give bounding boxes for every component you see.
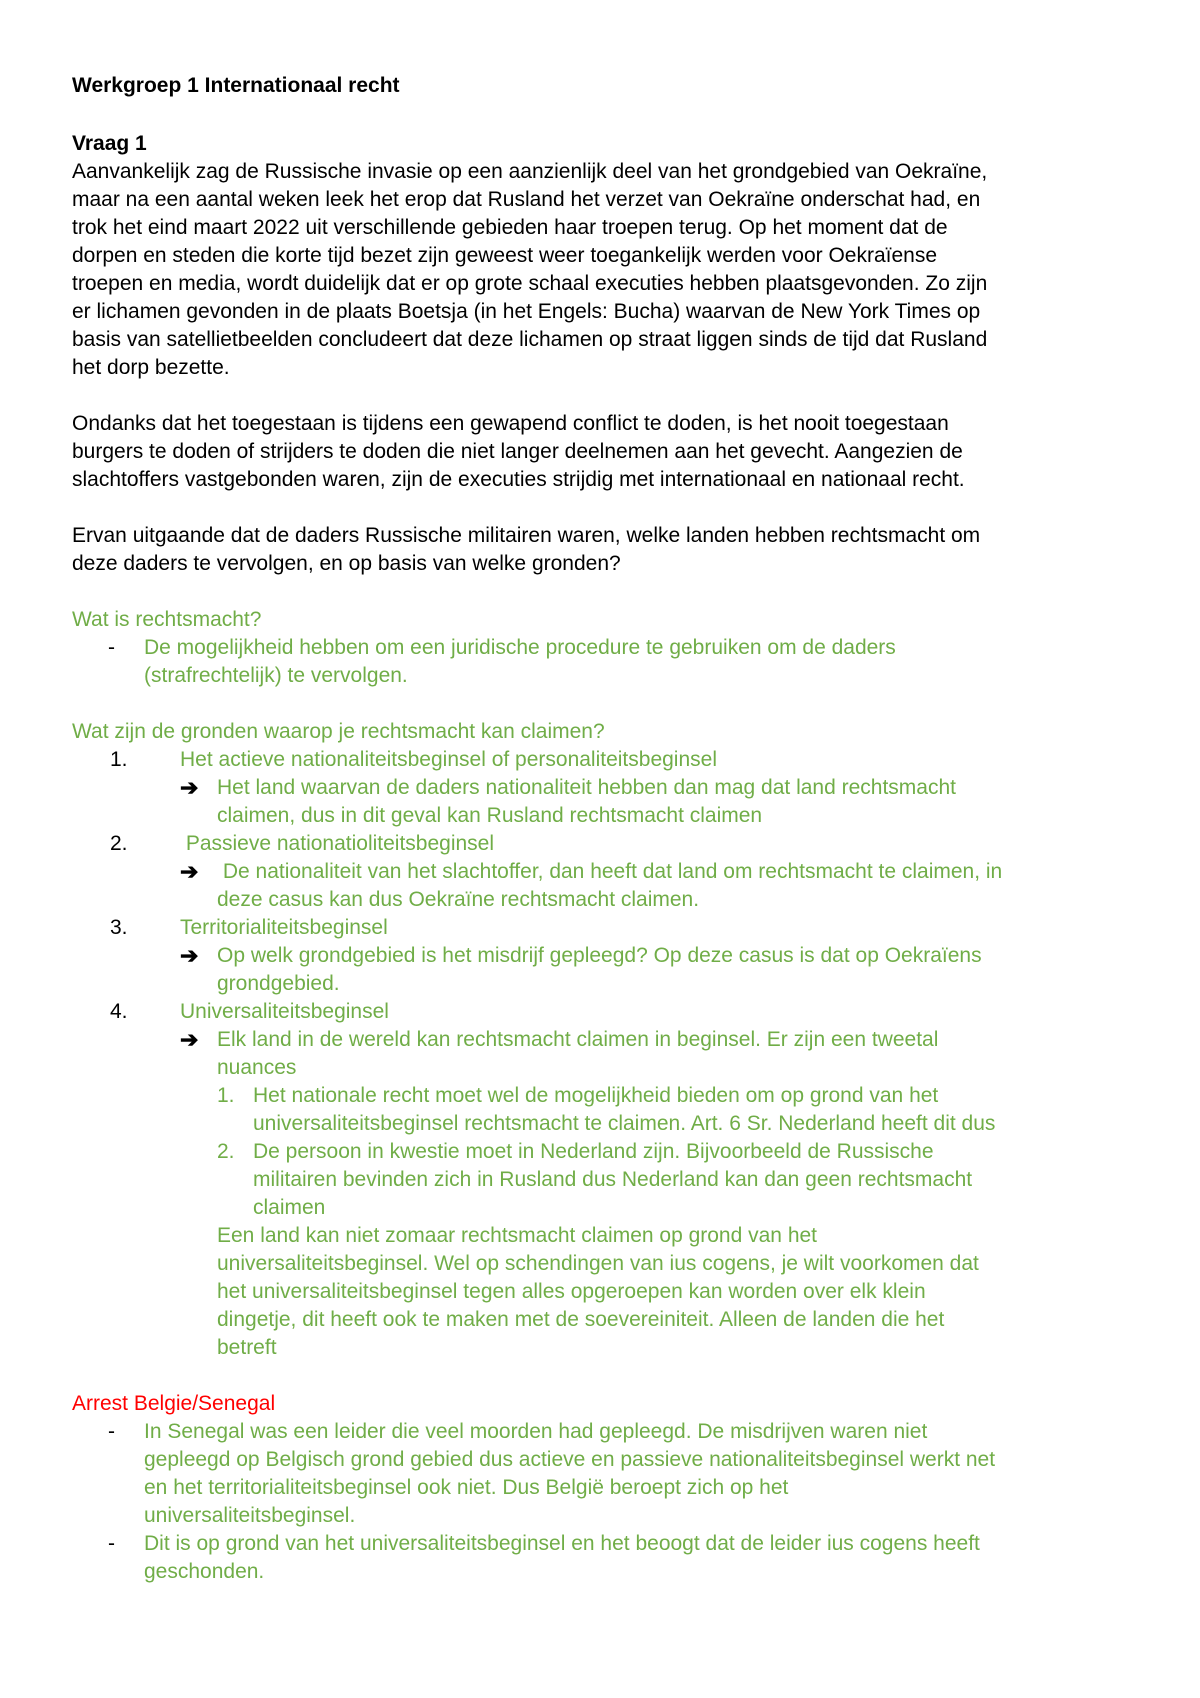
ground-name: Het actieve nationaliteitsbeginsel of personaliteitsbeginsel: [180, 748, 717, 771]
ground-detail: nuances: [217, 1056, 297, 1079]
nuance-line: Het nationale recht moet wel de mogelijkheid bieden om op grond van het: [253, 1084, 939, 1107]
case-line: en het territorialiteitsbeginsel ook niet. Dus België beroept zich op het: [144, 1476, 789, 1499]
answer-line: De mogelijkheid hebben om een juridische procedure te gebruiken om de daders: [144, 636, 896, 659]
list-number: 1.: [110, 748, 128, 771]
nuance-line: militairen bevinden zich in Rusland dus Nederland kan dan geen rechtsmacht: [253, 1168, 973, 1191]
arrow-icon: ➔: [180, 943, 199, 968]
answer-line: (strafrechtelijk) te vervolgen.: [144, 664, 408, 687]
text-line: maar na een aantal weken leek het erop dat Rusland het verzet van Oekraïne onderschat had, en: [72, 188, 981, 211]
text-line: Ondanks dat het toegestaan is tijdens een gewapend conflict te doden, is het nooit toegestaan: [72, 412, 949, 435]
subquestion-rechtsmacht: Wat is rechtsmacht?: [72, 608, 262, 631]
ground-detail: De nationaliteit van het slachtoffer, dan heeft dat land om rechtsmacht te claimen, in: [217, 860, 1003, 883]
document-title: Werkgroep 1 Internationaal recht: [72, 74, 400, 97]
text-line: dorpen en steden die korte tijd bezet zijn geweest weer toegankelijk werden voor Oekraïense: [72, 244, 938, 267]
ground-detail: Op welk grondgebied is het misdrijf gepleegd? Op deze casus is dat op Oekraïens: [217, 944, 982, 967]
note-line: dingetje, dit heeft ook te maken met de soevereiniteit. Alleen de landen die het: [217, 1308, 945, 1331]
ground-detail: grondgebied.: [217, 972, 340, 995]
nuance-line: claimen: [253, 1196, 326, 1219]
dash-bullet: -: [108, 1532, 115, 1555]
subquestion-gronden: Wat zijn de gronden waarop je rechtsmacht kan claimen?: [72, 720, 605, 743]
case-line: geschonden.: [144, 1560, 265, 1583]
note-line: universaliteitsbeginsel. Wel op schendingen van ius cogens, je wilt voorkomen dat: [217, 1252, 979, 1275]
ground-detail: claimen, dus in dit geval kan Rusland rechtsmacht claimen: [217, 804, 763, 827]
text-line: trok het eind maart 2022 uit verschillende gebieden haar troepen terug. Op het moment dat de: [72, 216, 948, 239]
case-line: Dit is op grond van het universaliteitsbeginsel en het beoogt dat de leider ius cogens heeft: [144, 1532, 980, 1555]
nuance-number: 2.: [217, 1140, 235, 1163]
arrow-icon: ➔: [180, 859, 199, 884]
list-number: 2.: [110, 832, 128, 855]
text-line: troepen en media, wordt duidelijk dat er op grote schaal executies hebben plaatsgevonden. Zo zijn: [72, 272, 988, 295]
ground-detail: deze casus kan dus Oekraïne rechtsmacht claimen.: [217, 888, 700, 911]
ground-detail: Het land waarvan de daders nationaliteit hebben dan mag dat land rechtsmacht: [217, 776, 956, 799]
text-line: burgers te doden of strijders te doden die niet langer deelnemen aan het gevecht. Aangezien de: [72, 440, 963, 463]
text-line: er lichamen gevonden in de plaats Boetsja (in het Engels: Bucha) waarvan de New York Times op: [72, 300, 981, 323]
nuance-line: De persoon in kwestie moet in Nederland zijn. Bijvoorbeeld de Russische: [253, 1140, 934, 1163]
ground-name: Universaliteitsbeginsel: [180, 1000, 389, 1023]
text-line: slachtoffers vastgebonden waren, zijn de executies strijdig met internationaal en nationaal recht.: [72, 468, 965, 491]
dash-bullet: -: [108, 1420, 115, 1443]
ground-name: Territorialiteitsbeginsel: [180, 916, 388, 939]
nuance-line: universaliteitsbeginsel rechtsmacht te claimen. Art. 6 Sr. Nederland heeft dit dus: [253, 1112, 996, 1135]
case-line: In Senegal was een leider die veel moorden had gepleegd. De misdrijven waren niet: [144, 1420, 928, 1443]
text-line: basis van satellietbeelden concludeert dat deze lichamen op straat liggen sinds de tijd dat Rusland: [72, 328, 988, 351]
arrow-icon: ➔: [180, 775, 199, 800]
note-line: het universaliteitsbeginsel tegen alles opgeroepen kan worden over elk klein: [217, 1280, 926, 1303]
ground-name: Passieve nationatioliteitsbeginsel: [180, 832, 495, 855]
note-line: betreft: [217, 1336, 277, 1359]
dash-bullet: -: [108, 636, 115, 659]
case-line: gepleegd op Belgisch grond gebied dus actieve en passieve nationaliteitsbeginsel werkt net: [144, 1448, 996, 1471]
case-line: universaliteitsbeginsel.: [144, 1504, 356, 1527]
note-line: Een land kan niet zomaar rechtsmacht claimen op grond van het: [217, 1224, 818, 1247]
question-heading: Vraag 1: [72, 132, 147, 155]
nuance-number: 1.: [217, 1084, 235, 1107]
text-line: Aanvankelijk zag de Russische invasie op een aanzienlijk deel van het grondgebied van Oekraïne,: [72, 160, 988, 183]
text-line: deze daders te vervolgen, en op basis van welke gronden?: [72, 552, 621, 575]
list-number: 3.: [110, 916, 128, 939]
case-heading: Arrest Belgie/Senegal: [72, 1392, 276, 1415]
text-line: Ervan uitgaande dat de daders Russische militairen waren, welke landen hebben rechtsmacht om: [72, 524, 981, 547]
ground-detail: Elk land in de wereld kan rechtsmacht claimen in beginsel. Er zijn een tweetal: [217, 1028, 939, 1051]
text-line: het dorp bezette.: [72, 356, 230, 379]
arrow-icon: ➔: [180, 1027, 199, 1052]
list-number: 4.: [110, 1000, 128, 1023]
